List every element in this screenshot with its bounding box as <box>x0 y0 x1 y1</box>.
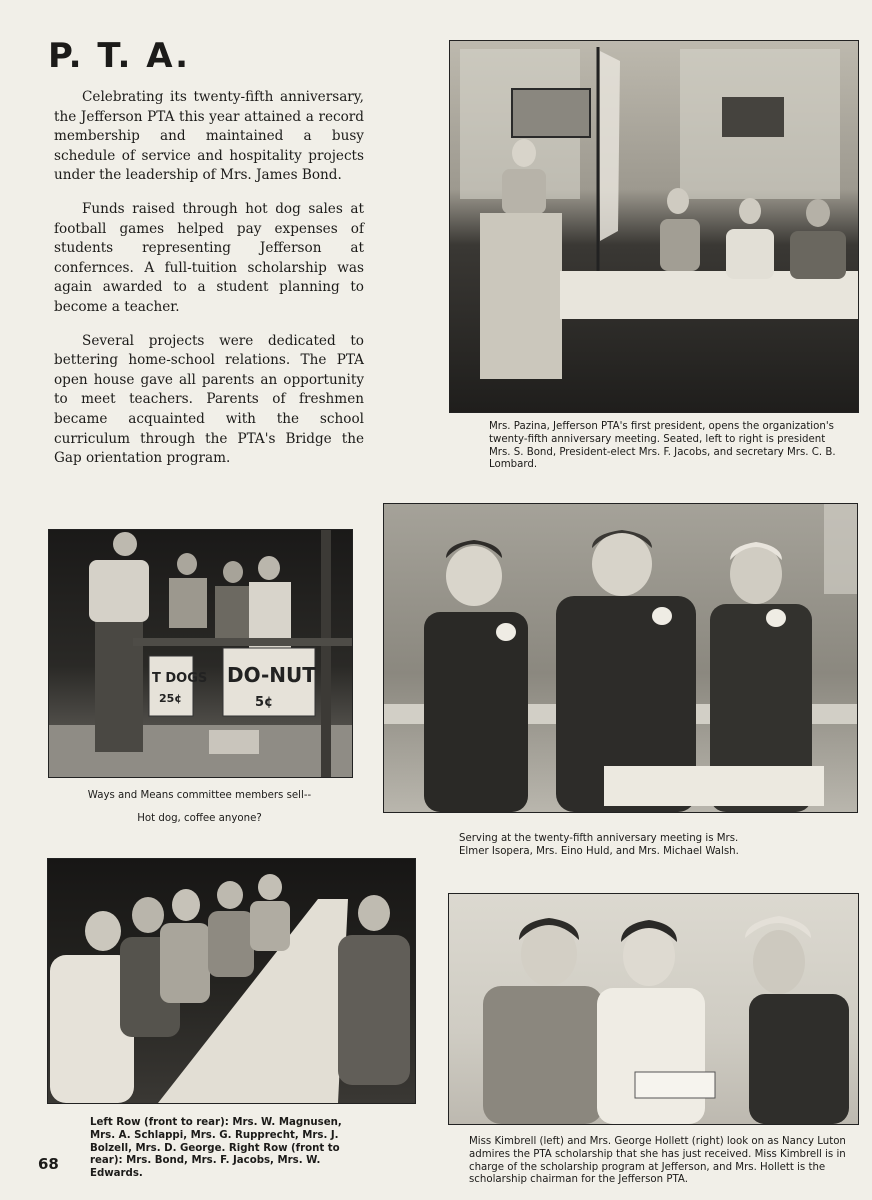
caption-anniversary-meeting: Mrs. Pazina, Jefferson PTA's first president, opens the organization's twenty-fifth anniversary meeting. Seated, left to right is president Mrs. S. Bond, President-elect Mrs. F. Jacobs, and secretary Mrs. C. B. Lombard. <box>489 421 836 471</box>
photo-scholarship <box>448 893 859 1125</box>
caption-line: Ways and Means committee members sell-- <box>87 790 312 801</box>
photo-anniversary-meeting <box>449 40 859 413</box>
page-number: 68 <box>38 1155 59 1173</box>
photo-ways-and-means <box>48 529 353 778</box>
caption-scholarship: Miss Kimbrell (left) and Mrs. George Hollett (right) look on as Nancy Luton admires the PTA scholarship that she has just received. Miss Kimbrell is in charge of the scholarship program at Jefferson, and Mrs. Hollett is the scholarship chairman for the Jefferson PTA. <box>469 1136 846 1186</box>
sign-donut: DO-NUT <box>227 663 316 687</box>
caption-ways-and-means <box>48 790 351 836</box>
caption-mailing-committee: Left Row (front to rear): Mrs. W. Magnusen, Mrs. A. Schlappi, Mrs. G. Rupprecht, Mrs. J. Bolzell, Mrs. D. George. Right Row (front to rear): Mrs. Bond, Mrs. F. Jacobs, Mrs. W. Edwards. <box>90 1117 342 1180</box>
sign-hot-dogs: T DOGS <box>152 671 208 686</box>
caption-serving: Serving at the twenty-fifth anniversary meeting is Mrs. Elmer Isopera, Mrs. Eino Huld, and Mrs. Michael Walsh. <box>459 833 739 857</box>
page-title: P. T. A. <box>48 36 191 76</box>
sign-donut-price: 5¢ <box>255 695 274 710</box>
photo-serving <box>383 503 858 813</box>
article-body <box>54 88 364 483</box>
paragraph: Funds raised through hot dog sales at football games helped pay expenses of students representing Jefferson at confernces. A full-tuition scholarship was again awarded to a student planning to become a teacher. <box>54 200 364 315</box>
sign-hot-dogs-price: 25¢ <box>159 692 182 705</box>
paragraph: Celebrating its twenty-fifth anniversary, the Jefferson PTA this year attained a record membership and maintained a busy schedule of service and hospitality projects under the leadership of Mrs. James Bond. <box>54 89 364 184</box>
photo-mailing-committee <box>47 858 416 1104</box>
caption-line: Hot dog, coffee anyone? <box>137 812 262 824</box>
paragraph: Several projects were dedicated to bettering home-school relations. The PTA open house gave all parents an opportunity to meet teachers. Parents of freshmen became acquainted with the school curriculum through the PTA's Bridge the Gap orientation program. <box>54 332 364 467</box>
